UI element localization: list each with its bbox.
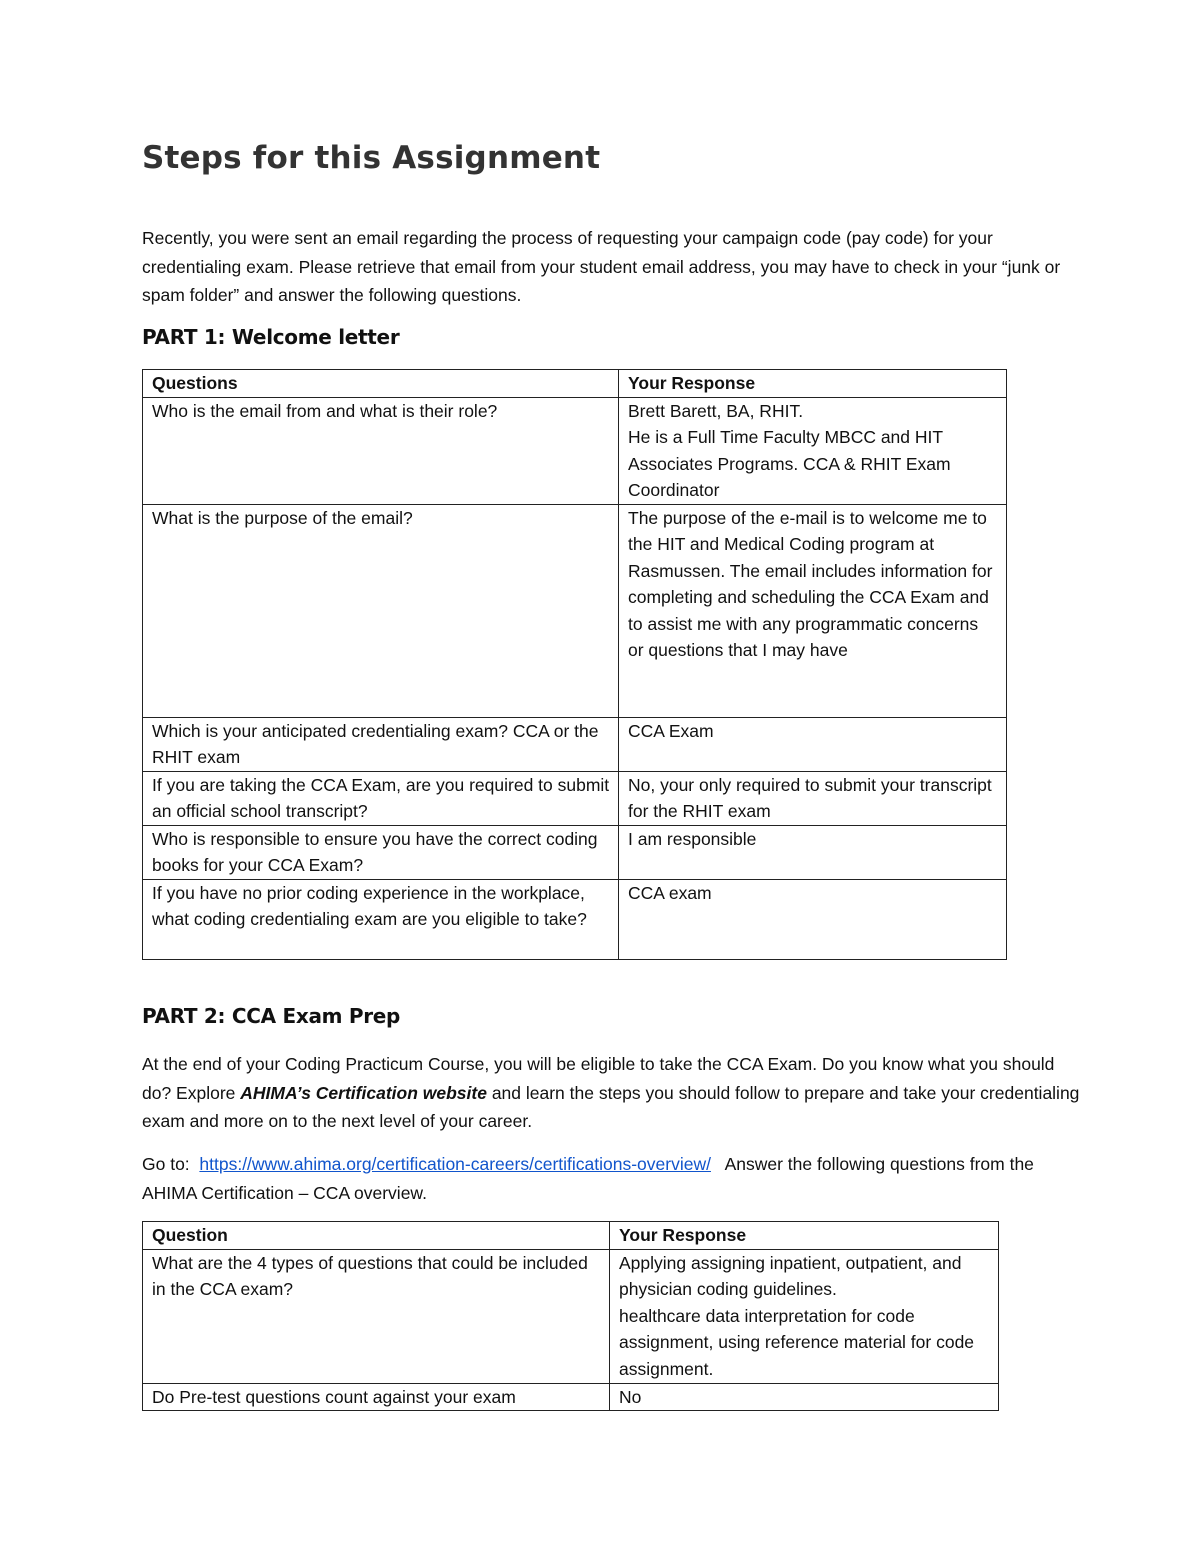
part2-heading: PART 2: CCA Exam Prep <box>142 1004 401 1028</box>
response-cell: The purpose of the e-mail is to welcome me to the HIT and Medical Coding program at Rasmussen. The email includes information for completing and scheduling the CCA Exam and to assist me with any programmatic concerns or questions that I may have <box>619 504 1007 717</box>
ahima-website-emphasis: AHIMA’s Certification website <box>240 1082 487 1103</box>
intro-paragraph: Recently, you were sent an email regarding the process of requesting your campaign code (pay code) for your credentialing exam. Please retrieve that email from your student email address, you may have to check in your “junk or spam folder” and answer the following questions. <box>142 228 1061 305</box>
ahima-certification-link[interactable]: https://www.ahima.org/certification-careers/certifications-overview/ <box>199 1154 711 1174</box>
question-cell: Who is the email from and what is their role? <box>143 397 619 504</box>
goto-label: Go to: <box>142 1154 200 1174</box>
table-row <box>143 1383 999 1411</box>
question-cell: If you have no prior coding experience in the workplace, what coding credentialing exam are you eligible to take? <box>143 879 619 959</box>
table-header-row <box>143 370 1007 398</box>
part2-text-after: and learn the steps you should follow to prepare and take your credentialing exam and more on to the next level of your career. <box>142 1082 1080 1131</box>
question-cell: What are the 4 types of questions that could be included in the CCA exam? <box>143 1249 610 1383</box>
question-cell: If you are taking the CCA Exam, are you required to submit an official school transcript? <box>143 771 619 825</box>
question-cell: Do Pre-test questions count against your exam <box>143 1383 610 1411</box>
part1-table <box>142 369 1007 960</box>
table-row <box>143 771 1007 825</box>
response-cell: Brett Barett, BA, RHIT. He is a Full Time Faculty MBCC and HIT Associates Programs. CCA & RHIT Exam Coordinator <box>619 397 1007 504</box>
part2-paragraph <box>142 1050 1082 1136</box>
column-header-response: Your Response <box>610 1222 999 1250</box>
table-row <box>143 504 1007 717</box>
table-header-row <box>143 1222 999 1250</box>
part2-table <box>142 1221 999 1411</box>
part1-heading: PART 1: Welcome letter <box>142 325 400 349</box>
column-header-response: Your Response <box>619 370 1007 398</box>
table-row <box>143 1249 999 1383</box>
question-cell: What is the purpose of the email? <box>143 504 619 717</box>
table-row <box>143 879 1007 959</box>
response-cell: No <box>610 1383 999 1411</box>
column-header-question: Question <box>143 1222 610 1250</box>
response-cell: No, your only required to submit your transcript for the RHIT exam <box>619 771 1007 825</box>
response-cell: CCA exam <box>619 879 1007 959</box>
column-header-questions: Questions <box>143 370 619 398</box>
response-cell: CCA Exam <box>619 717 1007 771</box>
page-title: Steps for this Assignment <box>142 140 601 176</box>
goto-after-text: Answer the following questions from the AHIMA Certification – CCA overview. <box>142 1154 1038 1203</box>
table-row <box>143 825 1007 879</box>
response-cell: I am responsible <box>619 825 1007 879</box>
question-cell: Who is responsible to ensure you have the correct coding books for your CCA Exam? <box>143 825 619 879</box>
question-cell: Which is your anticipated credentialing exam? CCA or the RHIT exam <box>143 717 619 771</box>
table-row <box>143 717 1007 771</box>
goto-paragraph <box>142 1150 1082 1207</box>
response-cell: Applying assigning inpatient, outpatient, and physician coding guidelines. healthcare data interpretation for code assignment, using reference material for code assignment. <box>610 1249 999 1383</box>
table-row <box>143 397 1007 504</box>
part2-text-before: At the end of your Coding Practicum Course, you will be eligible to take the CCA Exam. Do you know what you should do? Explore <box>142 1054 1055 1103</box>
